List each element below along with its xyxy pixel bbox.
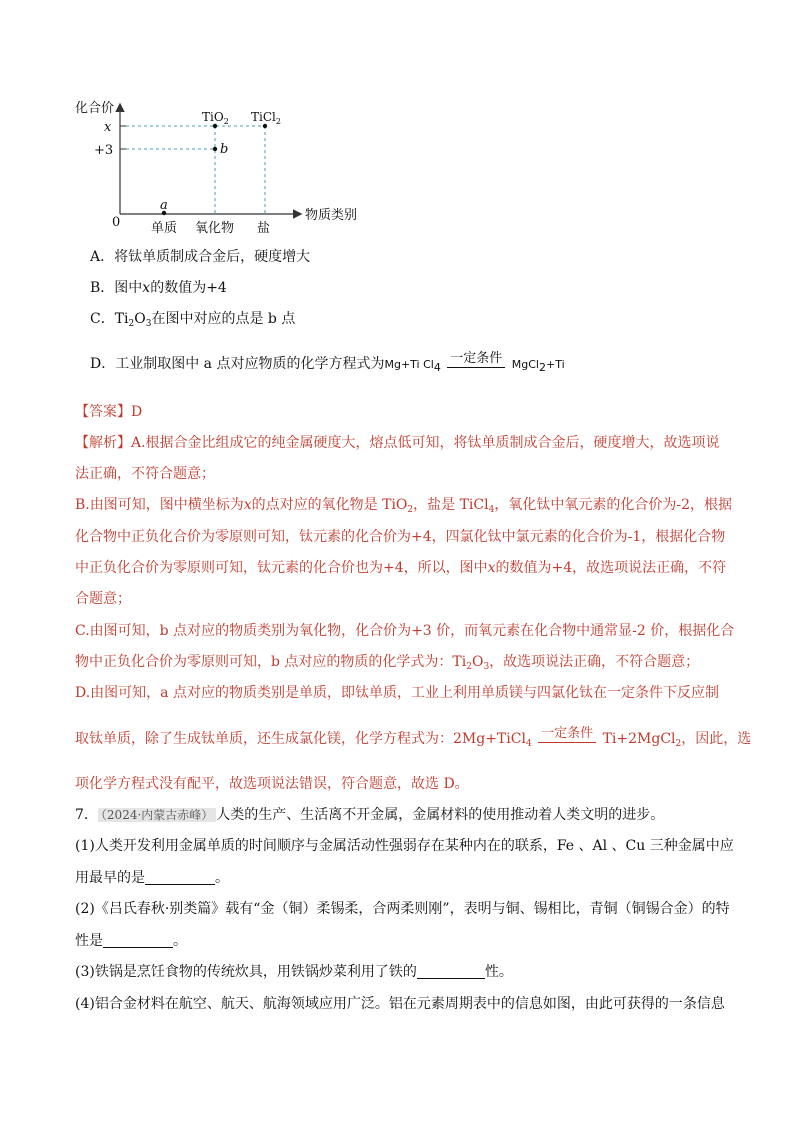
analysis-line-3: B.由图可知，图中横坐标为x的点对应的氧化物是 TiO$_2$，盐是 TiCl$_4$，氧化钛中氧元素的化合价为-2，根据 [75, 497, 732, 515]
option-a: A．将钛单质制成合金后，硬度增大 [90, 249, 311, 265]
option-c: C．$Ti_2O_3$在图中对应的点是 b 点 [90, 311, 296, 329]
point-b [213, 147, 217, 151]
y-tick-x: x [104, 120, 112, 135]
question-7-part-1-line-2: 用最早的是 。 [75, 870, 229, 886]
analysis-line-1: 【解析】A.根据合金比组成它的纯金属硬度大，熔点低可知，将钛单质制成合金后，硬度增大，故选项说 [75, 435, 720, 451]
question-7-part-3: (3)铁锅是烹饪食物的传统炊具，用铁锅炒菜利用了铁的 性。 [75, 964, 513, 980]
x-cat-element: 单质 [151, 221, 178, 236]
option-d: D．工业制取图中 a 点对应物质的化学方程式为Mg+Ti $Cl_4$ 一定条件 MgCl$_2$+Ti [90, 350, 565, 374]
source-tag: （2024·内蒙古赤峰） [98, 808, 216, 822]
answer-blank-3[interactable] [417, 964, 485, 979]
analysis-line-9: D.由图可知，a 点对应的物质类别是单质，即钛单质，工业上利用单质镁与四氯化钛在一定条件下反应制 [75, 685, 719, 701]
reaction-condition: 一定条件 [447, 351, 505, 368]
valence-category-chart [0, 0, 794, 245]
analysis-line-10: 取钛单质，除了生成钛单质，还生成氯化镁，化学方程式为：2Mg+TiCl$_4$ 一定条件 Ti+2MgCl$_2$，因此，选 [75, 725, 752, 749]
x-axis-title: 物质类别 [305, 208, 358, 223]
option-b: B．图中x的数值为+4 [90, 280, 227, 296]
analysis-line-5: 中正负化合价为零原则可知，钛元素的化合价也为+4，所以，图中x的数值为+4，故选项说法正确，不符 [75, 560, 727, 576]
x-cat-oxide: 氧化物 [195, 221, 235, 236]
tio2-label: TiO$_2$ [202, 110, 229, 126]
ticl2-label: TiCl$_2$ [251, 110, 281, 126]
answer-blank-1[interactable] [145, 870, 215, 885]
point-a-label: a [160, 198, 168, 213]
question-7-part-4: (4)铝合金材料在航空、航天、航海领域应用广泛。铝在元素周期表中的信息如图，由此可获得的一条信息 [75, 996, 725, 1012]
point-tio2 [213, 124, 217, 128]
point-b-label: b [220, 142, 229, 157]
analysis-line-2: 法正确，不符合题意； [75, 466, 215, 482]
analysis-line-11: 项化学方程式没有配平，故选项说法错误，符合题意，故选 D。 [75, 776, 469, 792]
question-7-part-2-line-2: 性是 。 [75, 933, 187, 949]
question-7-intro: 7． （2024·内蒙古赤峰） 人类的生产、生活离不开金属，金属材料的使用推动着人类文明的进步。 [75, 807, 665, 823]
y-tick-3: +3 [94, 143, 114, 158]
analysis-line-4: 化合物中正负化合价为零原则可知，钛元素的化合价为+4，四氯化钛中氯元素的化合价为-1，根据化合物 [75, 529, 726, 545]
analysis-line-6: 合题意； [75, 591, 131, 607]
analysis-line-8: 物中正负化合价为零原则可知，b 点对应的物质的化学式为：$Ti_2O_3$，故选项说法正确，不符合题意； [75, 654, 700, 672]
point-ticl2 [263, 124, 267, 128]
reaction-condition-analysis: 一定条件 [538, 726, 596, 743]
question-7-part-1-line-1: (1)人类开发利用金属单质的时间顺序与金属活动性强弱存在某种内在的联系，Fe 、Al 、Cu 三种金属中应 [75, 838, 734, 854]
question-7-part-2-line-1: (2)《吕氏春秋·别类篇》载有“金（铜）柔锡柔，合两柔则刚”，表明与铜、锡相比，青铜（铜锡合金）的特 [75, 901, 730, 917]
answer-blank-2[interactable] [103, 933, 173, 948]
x-cat-salt: 盐 [257, 221, 271, 236]
y-axis-title: 化合价 [75, 101, 115, 116]
analysis-line-7: C.由图可知，b 点对应的物质类别为氧化物，化合价为+3 价，而氧元素在化合物中通常显-2 价，根据化合 [75, 623, 735, 639]
answer-line: 【答案】D [75, 404, 143, 420]
origin-label: 0 [112, 215, 121, 230]
